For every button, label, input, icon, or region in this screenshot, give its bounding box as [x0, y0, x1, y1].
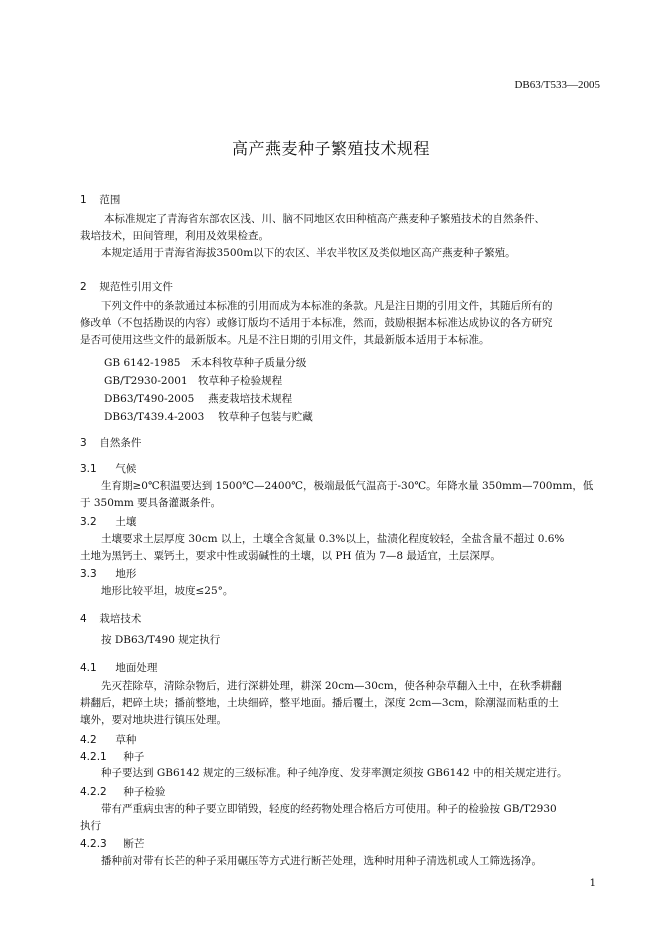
page-number: 1 [589, 878, 596, 889]
subsection-4-1-heading [80, 660, 157, 675]
section-title: 草种 [115, 734, 137, 746]
subsection-3-2-heading [80, 514, 136, 529]
section-number: 4.2.1 [80, 751, 107, 763]
paragraph-line: 生育期≥0℃积温要达到 1500℃—2400℃，极端最低气温高于-30℃。年降水量 350mm—700mm，低 [101, 480, 594, 492]
paragraph-line: 是否可使用这些文件的最新版本。凡是不注日期的引用文件，其最新版本适用于本标准。 [80, 334, 490, 346]
paragraph-line: 本标准规定了青海省东部农区浅、川、脑不同地区农田种植高产燕麦种子繁殖技术的自然条件、 [104, 213, 545, 225]
subsection-4-2-2-heading [80, 784, 165, 799]
paragraph-line: 壤外，要对地块进行镇压处理。 [80, 714, 227, 726]
paragraph-line: 种子要达到 GB6142 规定的三级标准。种子纯净度、发芽率测定须按 GB6142 中的相关规定进行。 [101, 767, 568, 779]
section-number: 1 [80, 194, 87, 206]
paragraph-line: 耕翻后，耙碎土块；播前整地，土块细碎，整平地面。播后覆土，深度 2cm—3cm，除潮湿而粘重的土 [80, 697, 559, 709]
section-number: 4.2.2 [80, 786, 107, 798]
section-number: 3.2 [80, 516, 97, 528]
paragraph-line: 于 350mm 要具备灌溉条件。 [80, 497, 222, 509]
subsection-4-2-1-heading [80, 749, 144, 764]
paragraph-line: 执行 [80, 820, 101, 832]
section-number: 4.2.3 [80, 838, 107, 850]
paragraph-line: 按 DB63/T490 规定执行 [101, 634, 221, 646]
paragraph-line: 播种前对带有长芒的种子采用碾压等方式进行断芒处理，选种时用种子清选机或人工筛选扬净。 [101, 855, 542, 867]
section-title: 自然条件 [99, 437, 142, 449]
section-number: 3.3 [80, 568, 97, 580]
paragraph-line: 栽培技术，田间管理，利用及效果检查。 [80, 230, 269, 242]
section-title: 地形 [115, 568, 137, 580]
reference-item: DB63/T439.4-2003 牧草种子包装与贮藏 [104, 411, 313, 423]
section-title: 规范性引用文件 [99, 281, 173, 293]
reference-item: GB 6142-1985 禾本科牧草种子质量分级 [104, 357, 307, 369]
section-number: 4.1 [80, 662, 97, 674]
standard-code: DB63/T533—2005 [514, 79, 600, 91]
section-4-heading [80, 611, 141, 626]
paragraph-line: 本规定适用于青海省海拔3500m以下的农区、半农半牧区及类似地区高产燕麦种子繁殖。 [101, 247, 516, 259]
section-2-heading [80, 279, 173, 294]
section-title: 土壤 [115, 516, 137, 528]
section-number: 3 [80, 437, 87, 449]
section-1-heading [80, 192, 120, 207]
paragraph-line: 地形比较平坦，坡度≤25°。 [101, 585, 234, 597]
section-title: 栽培技术 [99, 613, 142, 625]
section-number: 2 [80, 281, 87, 293]
reference-item: DB63/T490-2005 燕麦栽培技术规程 [104, 393, 293, 405]
paragraph-line: 带有严重病虫害的种子要立即销毁，轻度的经药物处理合格后方可使用。种子的检验按 GB/T2930 [101, 803, 557, 815]
paragraph-line: 土壤要求土层厚度 30cm 以上，土壤全含氮量 0.3%以上，盐渍化程度较轻，全盐含量不超过 0.6% [101, 533, 565, 545]
section-title: 范围 [99, 194, 121, 206]
subsection-4-2-3-heading [80, 836, 144, 851]
subsection-3-3-heading [80, 566, 136, 581]
subsection-4-2-heading [80, 732, 136, 747]
section-3-heading [80, 435, 141, 450]
section-title: 断芒 [123, 838, 145, 850]
section-title: 种子检验 [123, 786, 166, 798]
section-number: 4.2 [80, 734, 97, 746]
subsection-3-1-heading [80, 461, 136, 476]
paragraph-line: 修改单（不包括勘误的内容）或修订版均不适用于本标准，然而，鼓励根据本标准达成协议的各方研究 [80, 317, 553, 329]
section-title: 气候 [115, 463, 137, 475]
paragraph-line: 土地为黑钙土、粟钙土，要求中性或弱碱性的土壤，以 PH 值为 7—8 最适宜，土层深厚。 [80, 550, 501, 562]
section-number: 3.1 [80, 463, 97, 475]
paragraph-line: 先灭茬除草，清除杂物后，进行深耕处理，耕深 20cm—30cm，使各种杂草翻入土中，在秋季耕翻 [101, 680, 562, 692]
section-number: 4 [80, 613, 87, 625]
reference-item: GB/T2930-2001 牧草种子检验规程 [104, 375, 283, 387]
section-title: 种子 [123, 751, 145, 763]
document-title: 高产燕麦种子繁殖技术规程 [231, 139, 430, 158]
section-title: 地面处理 [115, 662, 158, 674]
paragraph-line: 下列文件中的条款通过本标准的引用而成为本标准的条款。凡是注日期的引用文件，其随后所有的 [101, 300, 553, 312]
